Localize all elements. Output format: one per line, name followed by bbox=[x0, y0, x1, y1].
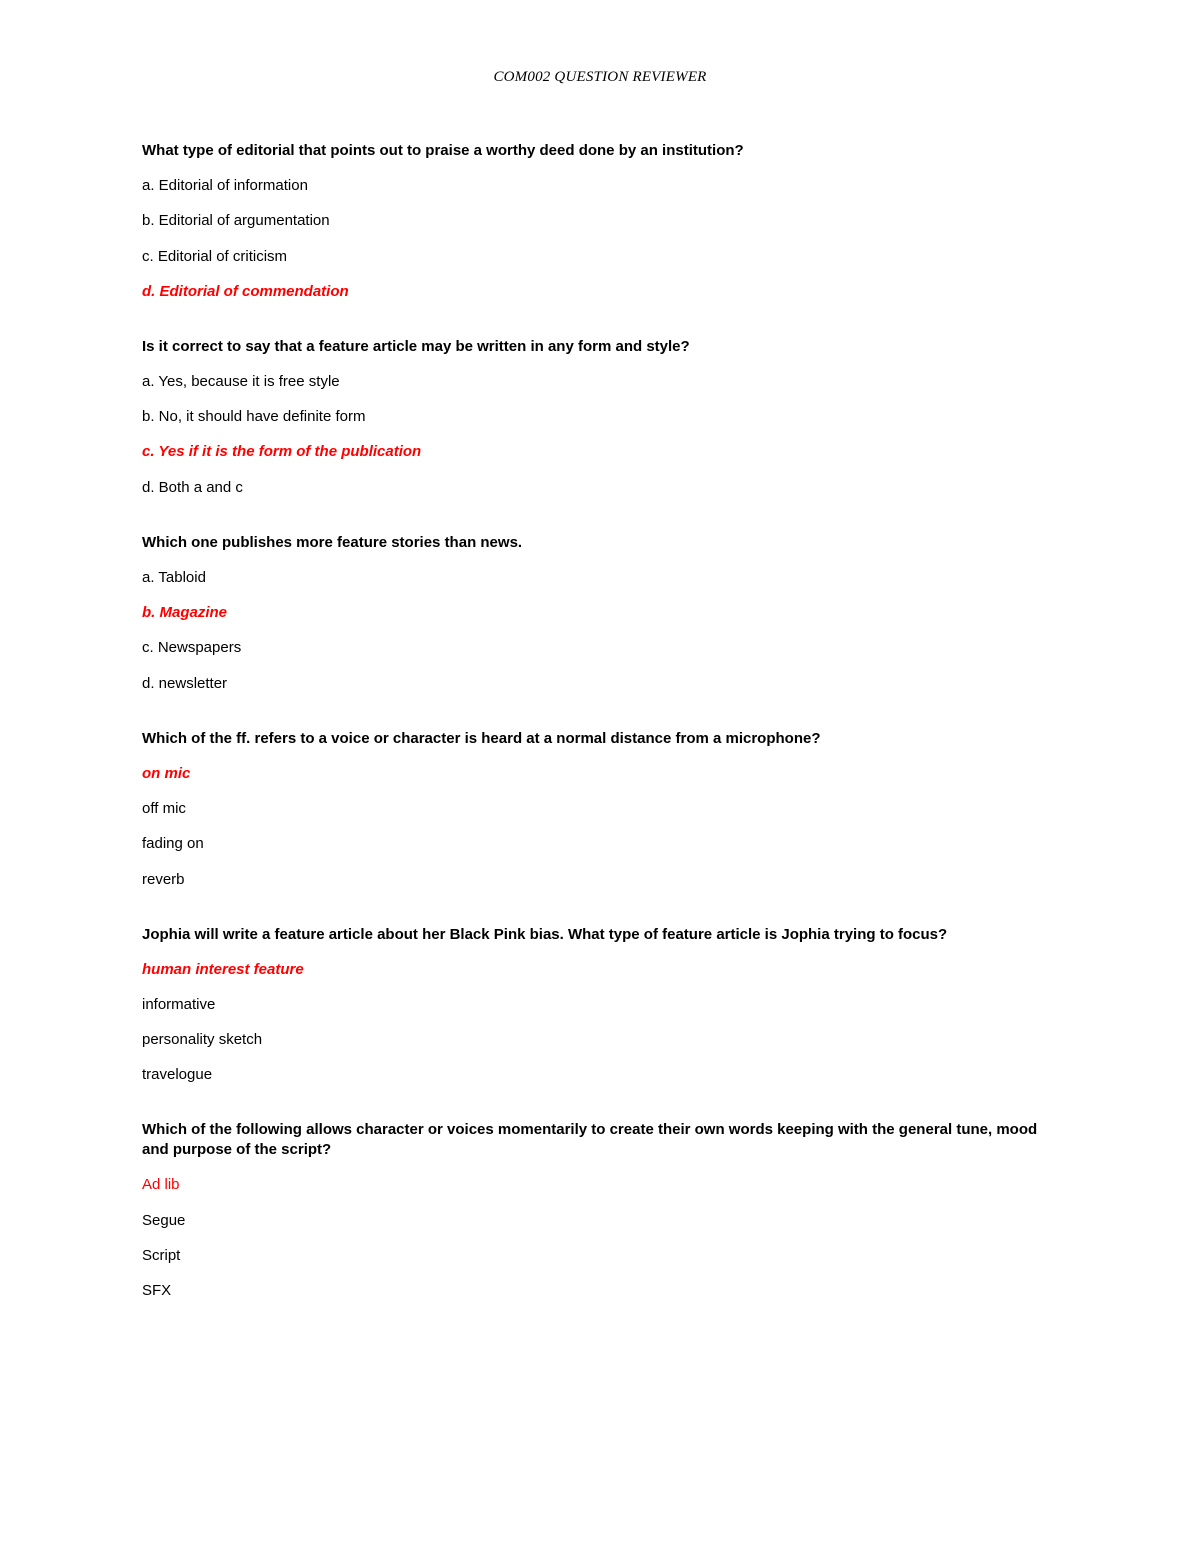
correct-answer-option: human interest feature bbox=[142, 960, 304, 978]
question-list bbox=[142, 141, 1052, 1336]
correct-answer-option: Ad lib bbox=[142, 1176, 180, 1194]
answer-option: b. No, it should have definite form bbox=[142, 408, 366, 426]
page-title: COM002 QUESTION REVIEWER bbox=[493, 69, 707, 85]
correct-answer-option: c. Yes if it is the form of the publication bbox=[142, 443, 422, 461]
answer-option: c. Newspapers bbox=[142, 639, 242, 657]
answer-option: Segue bbox=[142, 1211, 186, 1229]
answer-option: a. Editorial of information bbox=[142, 177, 308, 194]
correct-answer-option: d. Editorial of commendation bbox=[142, 282, 349, 300]
answer-option: c. Editorial of criticism bbox=[142, 247, 288, 265]
answer-option: informative bbox=[142, 995, 216, 1013]
answer-option: fading on bbox=[142, 835, 204, 853]
question-item bbox=[142, 337, 1052, 498]
answer-option: a. Tabloid bbox=[142, 568, 206, 586]
question-text: Jophia will write a feature article about her Black Pink bias. What type of feature article is Jophia trying to focus? bbox=[142, 925, 948, 943]
question-item bbox=[142, 925, 1052, 1086]
question-text: Which one publishes more feature stories than news. bbox=[142, 533, 523, 551]
question-item bbox=[142, 1120, 1052, 1301]
answer-option: personality sketch bbox=[142, 1031, 263, 1049]
question-item bbox=[142, 729, 1052, 890]
answer-option: b. Editorial of argumentation bbox=[142, 212, 330, 230]
answer-option: a. Yes, because it is free style bbox=[142, 372, 340, 390]
question-text: What type of editorial that points out to praise a worthy deed done by an institution? bbox=[142, 142, 744, 159]
correct-answer-option: on mic bbox=[142, 764, 191, 782]
question-text: Is it correct to say that a feature article may be written in any form and style? bbox=[142, 337, 690, 355]
answer-option: Script bbox=[142, 1247, 181, 1265]
answer-option: d. newsletter bbox=[142, 674, 228, 692]
answer-option: reverb bbox=[142, 870, 185, 888]
correct-answer-option: b. Magazine bbox=[142, 604, 228, 622]
answer-option: travelogue bbox=[142, 1066, 213, 1084]
answer-option: off mic bbox=[142, 799, 186, 817]
question-text: Which of the ff. refers to a voice or character is heard at a normal distance from a microphone? bbox=[142, 729, 821, 747]
question-item bbox=[142, 533, 1052, 694]
question-item bbox=[142, 141, 1052, 302]
answer-option: d. Both a and c bbox=[142, 478, 243, 496]
answer-option: SFX bbox=[142, 1282, 172, 1300]
question-text: Which of the following allows character or voices momentarily to create their own words keeping with the general tune, mood and purpose of the script? bbox=[142, 1121, 1038, 1159]
